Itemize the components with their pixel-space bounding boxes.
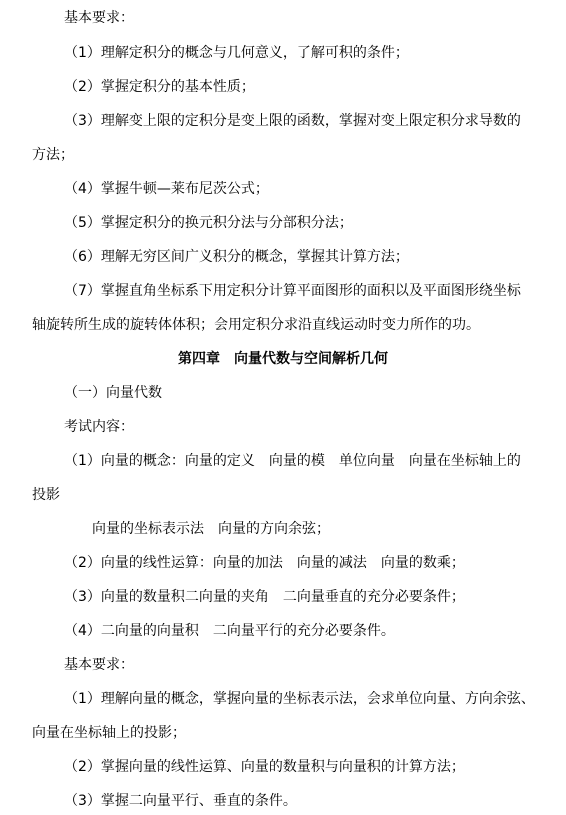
paragraph-line: 投影 <box>32 487 60 503</box>
paragraph-line: （1）向量的概念：向量的定义 向量的模 单位向量 向量在坐标轴上的 <box>64 453 521 469</box>
paragraph-line: （6）理解无穷区间广义积分的概念，掌握其计算方法； <box>64 249 409 265</box>
section-heading-basic-requirements: 基本要求： <box>64 10 134 26</box>
paragraph-line: （1）理解定积分的概念与几何意义，了解可积的条件； <box>64 45 409 61</box>
paragraph-line: （3）理解变上限的定积分是变上限的函数，掌握对变上限定积分求导数的 <box>64 113 521 129</box>
paragraph-line: （3）向量的数量积二向量的夹角 二向量垂直的充分必要条件； <box>64 589 465 605</box>
paragraph-line: （5）掌握定积分的换元积分法与分部积分法； <box>64 215 353 231</box>
paragraph-line: （1）理解向量的概念，掌握向量的坐标表示法，会求单位向量、方向余弦、 <box>64 691 535 707</box>
paragraph-line: 轴旋转所生成的旋转体体积；会用定积分求沿直线运动时变力所作的功。 <box>32 317 480 333</box>
paragraph-line: （7）掌握直角坐标系下用定积分计算平面图形的面积以及平面图形绕坐标 <box>64 283 521 299</box>
paragraph-line: （2）向量的线性运算：向量的加法 向量的减法 向量的数乘； <box>64 555 465 571</box>
paragraph-line: 向量的坐标表示法 向量的方向余弦； <box>92 521 330 537</box>
paragraph-line: （4）掌握牛顿—莱布尼茨公式； <box>64 181 269 197</box>
section-heading-basic-requirements: 基本要求： <box>64 657 134 673</box>
paragraph-line: 方法； <box>32 147 74 163</box>
subsection-heading: （一）向量代数 <box>64 385 162 401</box>
chapter-title: 第四章 向量代数与空间解析几何 <box>178 351 388 367</box>
paragraph-line: （2）掌握向量的线性运算、向量的数量积与向量积的计算方法； <box>64 759 465 775</box>
paragraph-line: （4）二向量的向量积 二向量平行的充分必要条件。 <box>64 623 395 639</box>
section-heading-exam-content: 考试内容： <box>64 419 134 435</box>
paragraph-line: （3）掌握二向量平行、垂直的条件。 <box>64 793 297 809</box>
paragraph-line: （2）掌握定积分的基本性质； <box>64 79 255 95</box>
paragraph-line: 向量在坐标轴上的投影； <box>32 725 186 741</box>
